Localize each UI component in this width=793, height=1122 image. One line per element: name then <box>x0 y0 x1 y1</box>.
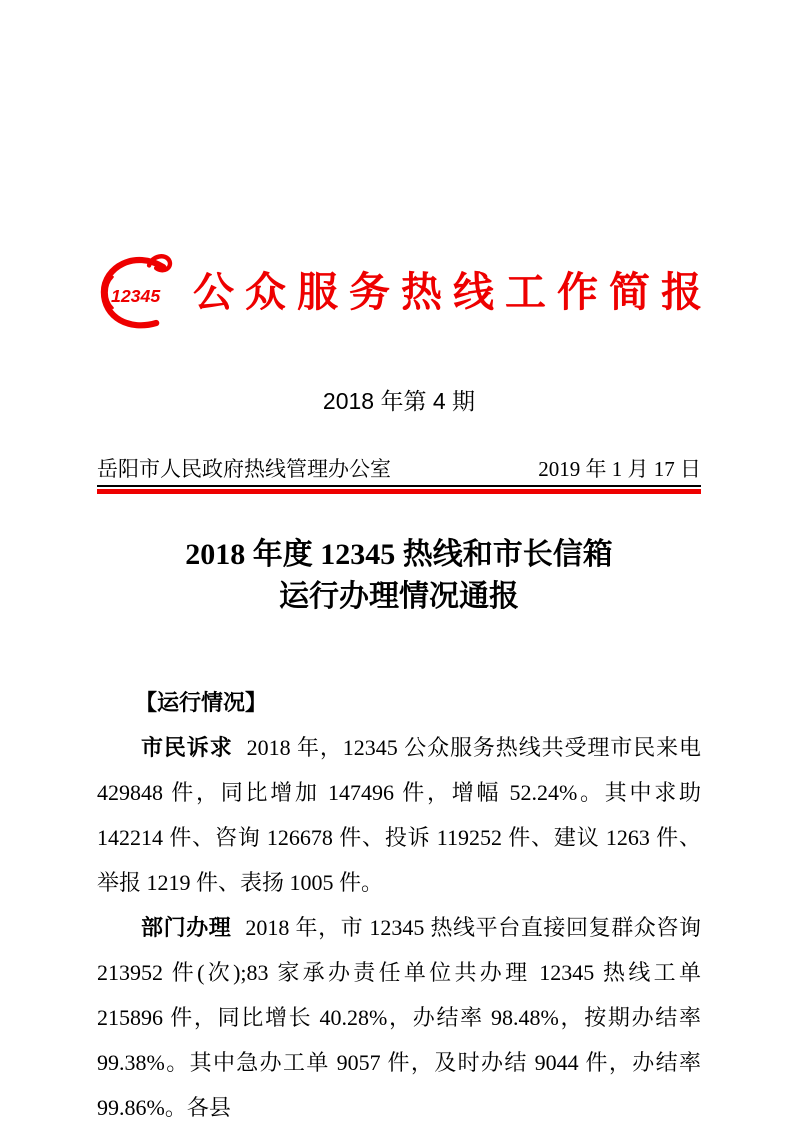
issue-date: 2019 年 1 月 17 日 <box>538 457 701 481</box>
issuing-office: 岳阳市人民政府热线管理办公室 <box>97 457 391 481</box>
issue-number: 2018 年第 4 期 <box>322 388 476 414</box>
byline-row <box>97 456 701 482</box>
masthead-title: 公众服务热线工作简报 <box>193 269 713 315</box>
paragraph-lead-citizen-appeals: 市民诉求 <box>141 735 233 760</box>
section-heading: 【运行情况】 <box>135 690 268 715</box>
thick-red-divider <box>97 489 701 494</box>
paragraph-lead-department-handling: 部门办理 <box>141 915 232 940</box>
document-title-line2: 运行办理情况通报 <box>279 580 519 613</box>
document-title-line1: 2018 年度 12345 热线和市长信箱 <box>185 538 613 571</box>
thin-black-divider <box>97 485 701 487</box>
paragraph-department-handling <box>97 905 701 1122</box>
masthead <box>97 253 713 331</box>
paragraph-citizen-appeals <box>97 725 701 905</box>
document-title <box>97 534 701 618</box>
hotline-12345-logo-icon <box>97 253 187 331</box>
logo-text: 12345 <box>110 285 161 306</box>
paragraph-text-department-handling: 2018 年，市 12345 热线平台直接回复群众咨询 213952 件(次);83 家承办责任单位共办理 12345 热线工单 215896 件，同比增长 40.28%，办结率 98.48%，按期办结率 99.38%。其中急办工单 9057 件，及时办结 9044 件，办结率 99.86%。各县 <box>97 915 701 1120</box>
paragraph-text-citizen-appeals: 2018 年，12345 公众服务热线共受理市民来电 429848 件，同比增加 147496 件，增幅 52.24%。其中求助 142214 件、咨询 126678 件、投诉 119252 件、建议 1263 件、举报 1219 件、表扬 1005 件。 <box>97 735 701 895</box>
